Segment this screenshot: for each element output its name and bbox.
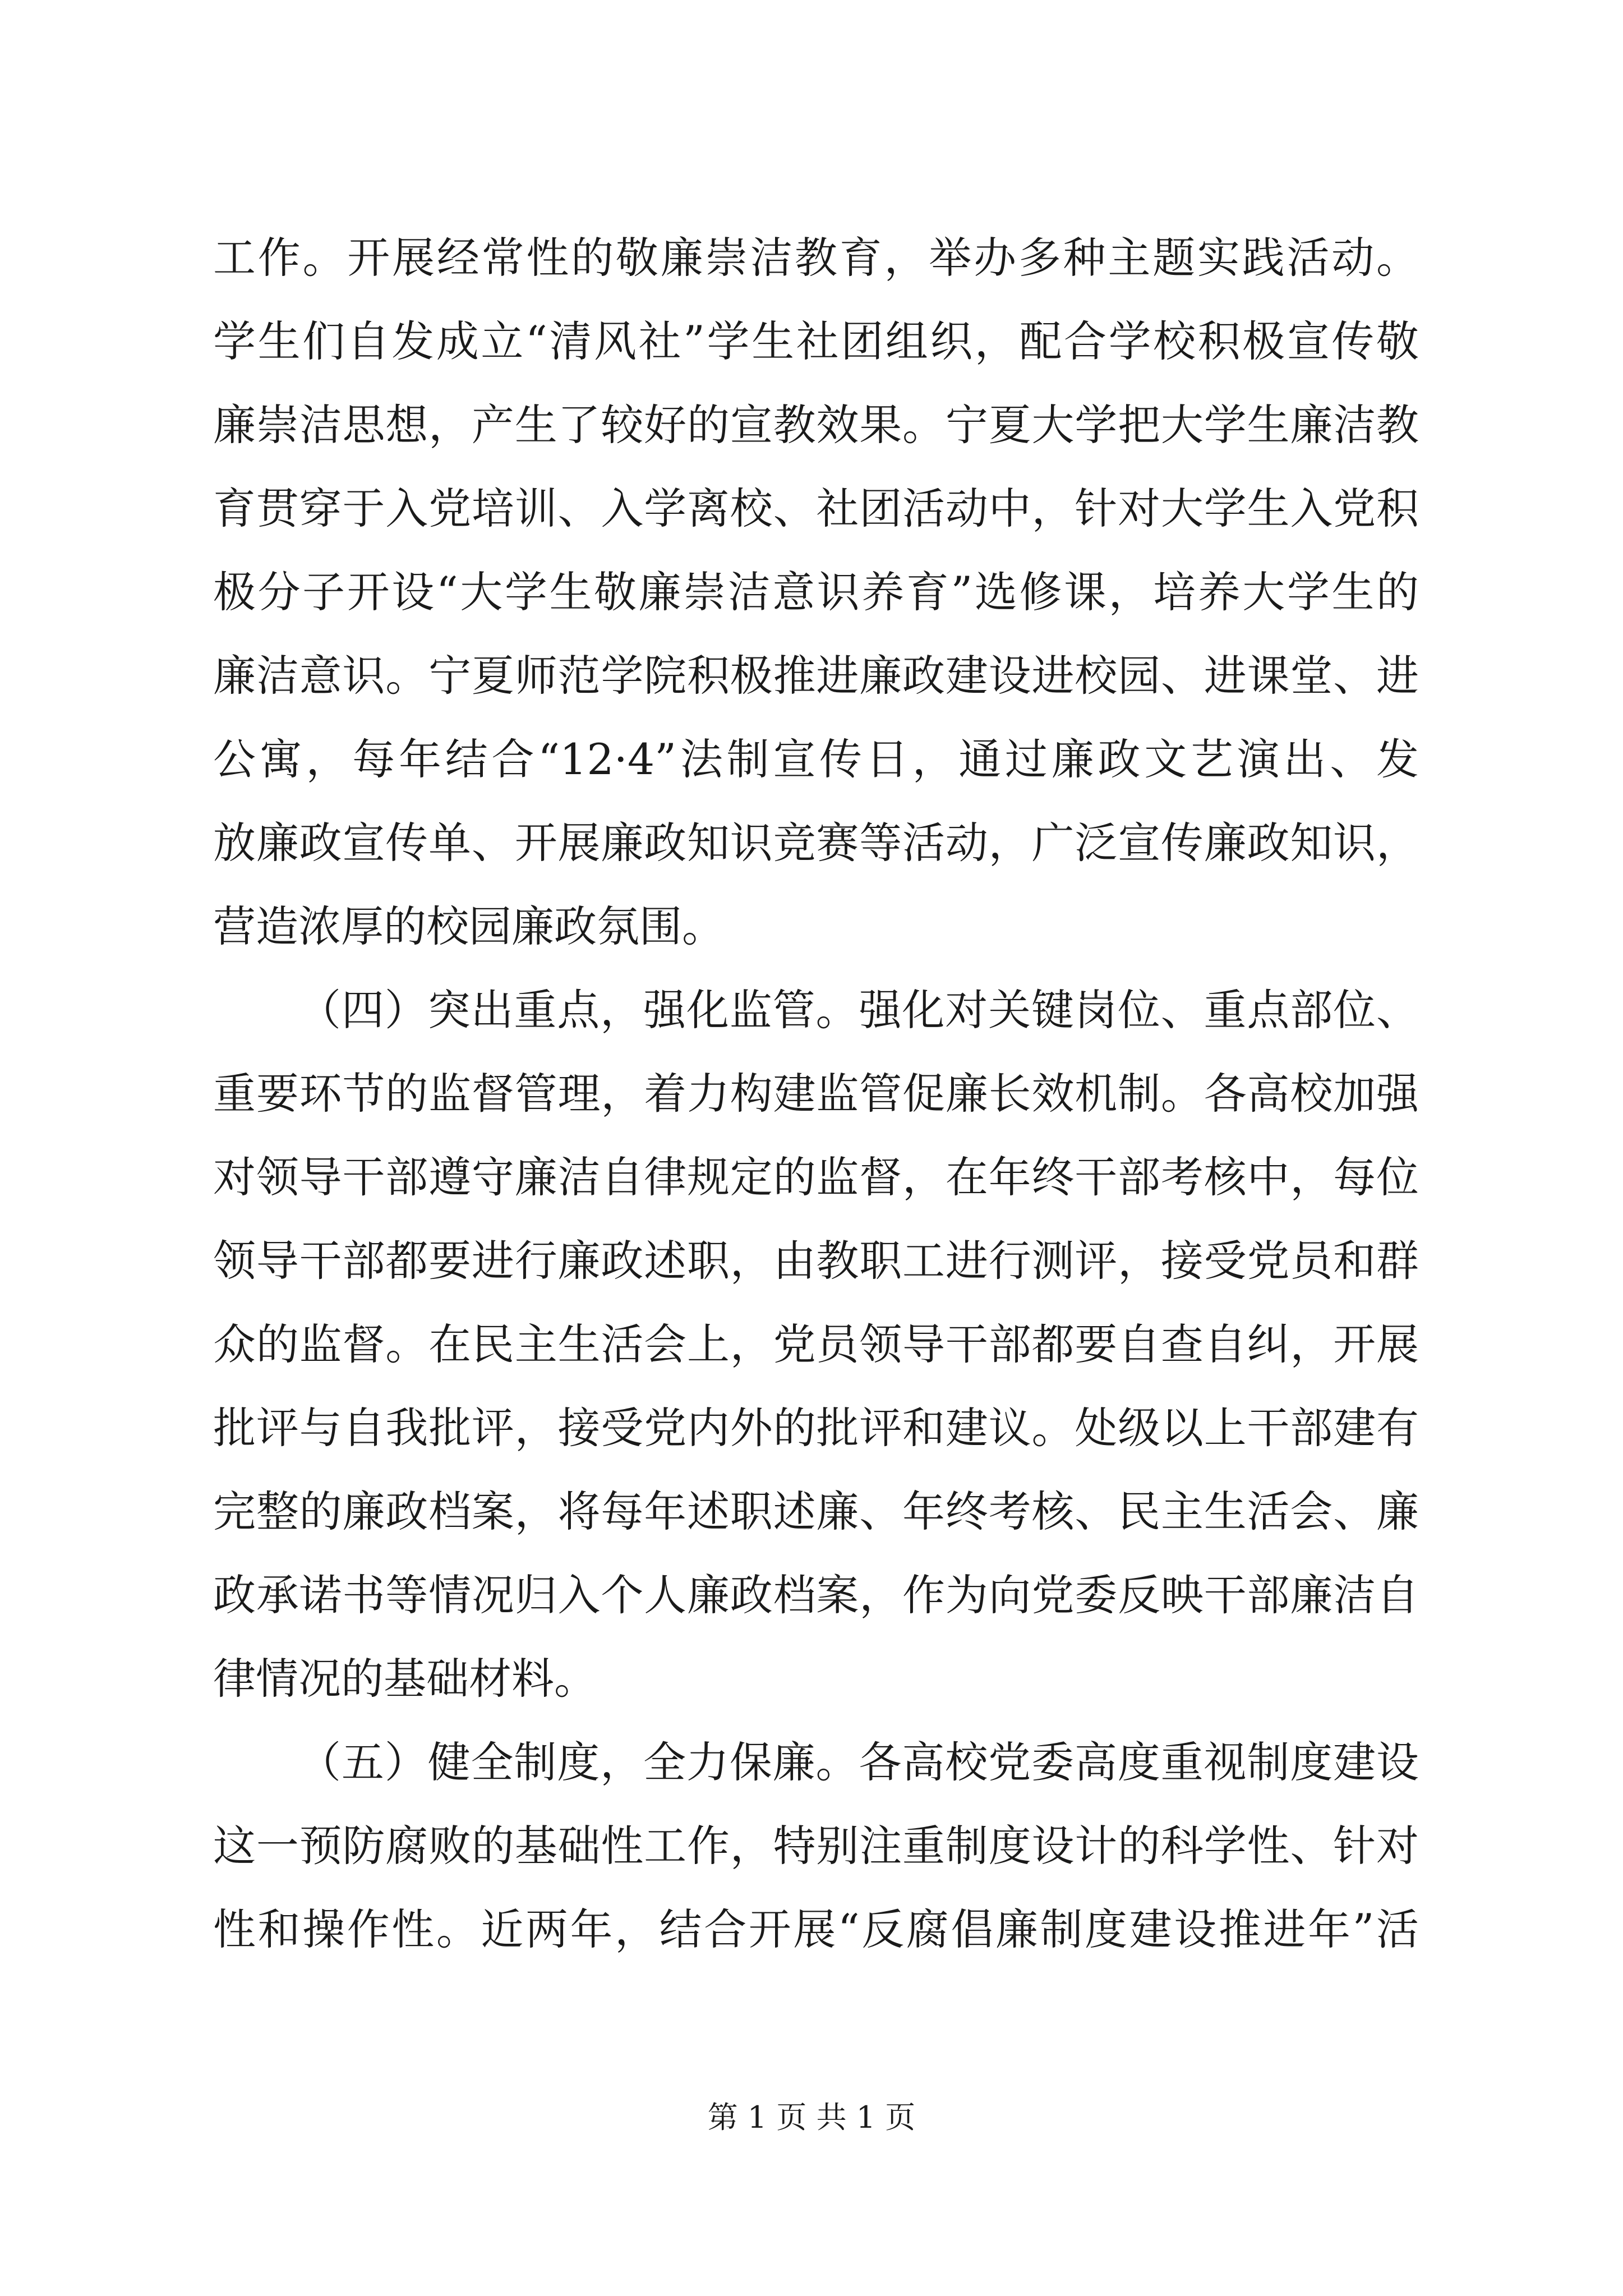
text-line: 对领导干部遵守廉洁自律规定的监督，在年终干部考核中，每位 [213, 1152, 1419, 1202]
text-line: 众的监督。在民主生活会上，党员领导干部都要自查自纠，开展 [213, 1319, 1419, 1369]
page-footer [0, 2098, 1623, 2137]
text-line: 廉洁意识。宁夏师范学院积极推进廉政建设进校园、进课堂、进 [213, 651, 1419, 701]
text-line: 极分子开设“大学生敬廉崇洁意识养育”选修课，培养大学生的 [213, 567, 1419, 617]
text-line: 完整的廉政档案，将每年述职述廉、年终考核、民主生活会、廉 [213, 1487, 1419, 1536]
text-line: 育贯穿于入党培训、入学离校、社团活动中，针对大学生入党积 [213, 484, 1419, 533]
page-number-label: 第 1 页 共 1 页 [707, 2100, 916, 2135]
text-line: 重要环节的监督管理，着力构建监管促廉长效机制。各高校加强 [213, 1069, 1419, 1119]
document-body [213, 216, 1419, 1971]
text-line: （四）突出重点，强化监管。强化对关键岗位、重点部位、 [298, 985, 1419, 1035]
text-line: 学生们自发成立“清风社”学生社团组织，配合学校积极宣传敬 [213, 316, 1419, 366]
text-line: 公寓，每年结合“12·4”法制宣传日，通过廉政文艺演出、发 [213, 734, 1419, 784]
text-line: 律情况的基础材料。 [213, 1654, 597, 1704]
text-line: 领导干部都要进行廉政述职，由教职工进行测评，接受党员和群 [213, 1236, 1419, 1286]
text-line: （五）健全制度，全力保廉。各高校党委高度重视制度建设 [298, 1737, 1419, 1787]
text-line: 工作。开展经常性的敬廉崇洁教育，举办多种主题实践活动。 [213, 233, 1419, 283]
text-line: 放廉政宣传单、开展廉政知识竞赛等活动，广泛宣传廉政知识， [213, 818, 1419, 868]
text-line: 性和操作性。近两年，结合开展“反腐倡廉制度建设推进年”活 [213, 1904, 1419, 1954]
text-line: 政承诺书等情况归入个人廉政档案，作为向党委反映干部廉洁自 [213, 1570, 1419, 1620]
text-line: 廉崇洁思想，产生了较好的宣教效果。宁夏大学把大学生廉洁教 [213, 400, 1419, 450]
text-line: 这一预防腐败的基础性工作，特别注重制度设计的科学性、针对 [213, 1821, 1419, 1871]
text-line: 批评与自我批评，接受党内外的批评和建议。处级以上干部建有 [213, 1403, 1419, 1453]
text-line: 营造浓厚的校园廉政氛围。 [213, 901, 725, 951]
